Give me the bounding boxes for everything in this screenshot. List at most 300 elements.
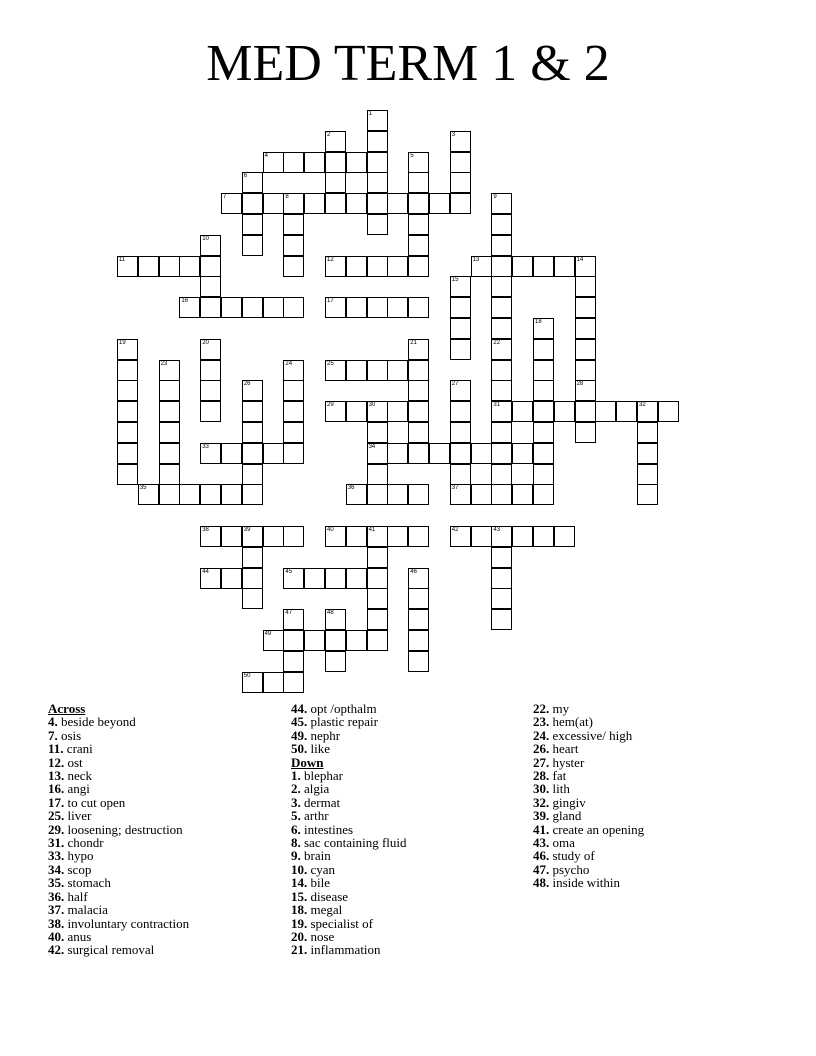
clue-number: 24 (285, 360, 293, 367)
grid-cell[interactable] (200, 484, 221, 505)
grid-cell[interactable] (367, 484, 388, 505)
grid-cell[interactable] (533, 339, 554, 360)
down-clue (533, 876, 773, 889)
grid-cell[interactable] (325, 193, 346, 214)
grid-cell[interactable] (429, 443, 450, 464)
grid-cell[interactable] (367, 422, 388, 443)
clue-text: intestines (300, 821, 354, 837)
grid-cell[interactable] (450, 131, 471, 152)
grid-cell[interactable] (554, 526, 575, 547)
grid-cell[interactable] (408, 360, 429, 381)
clue-text: hem(at) (549, 714, 593, 730)
grid-cell[interactable] (575, 360, 596, 381)
grid-cell[interactable] (283, 672, 304, 693)
clue-number: 18 (535, 319, 542, 325)
clue-number-label: 13. (48, 768, 65, 784)
grid-cell[interactable] (637, 401, 658, 422)
grid-cell[interactable] (367, 568, 388, 589)
grid-cell[interactable] (367, 131, 388, 152)
grid-cell[interactable] (512, 401, 533, 422)
grid-cell[interactable] (408, 256, 429, 277)
clue-text: gingiv (549, 794, 586, 810)
grid-cell[interactable] (283, 651, 304, 672)
grid-cell[interactable] (450, 443, 471, 464)
grid-cell[interactable] (263, 297, 284, 318)
clue-number: 32 (639, 402, 646, 409)
grid-cell[interactable] (221, 193, 242, 214)
grid-cell[interactable] (450, 526, 471, 547)
grid-cell[interactable] (533, 256, 554, 277)
grid-cell[interactable] (491, 360, 512, 381)
grid-cell[interactable] (533, 526, 554, 547)
grid-cell[interactable] (242, 297, 263, 318)
grid-cell[interactable] (387, 193, 408, 214)
clue-text: stomach (64, 875, 111, 891)
clue-text: angi (64, 781, 90, 797)
grid-cell[interactable] (242, 422, 263, 443)
grid-cell[interactable] (179, 297, 200, 318)
down-clue (533, 796, 773, 809)
clue-number-label: 35. (48, 875, 65, 891)
across-clue (291, 729, 531, 742)
grid-cell[interactable] (367, 464, 388, 485)
grid-cell[interactable] (325, 297, 346, 318)
grid-cell[interactable] (450, 152, 471, 173)
clue-number-label: 46. (533, 848, 550, 864)
grid-cell[interactable] (200, 235, 221, 256)
grid-cell[interactable] (263, 152, 284, 173)
grid-cell[interactable] (575, 339, 596, 360)
grid-cell[interactable] (242, 172, 263, 193)
grid-cell[interactable] (637, 422, 658, 443)
grid-cell[interactable] (159, 484, 180, 505)
grid-cell[interactable] (471, 443, 492, 464)
grid-cell[interactable] (242, 568, 263, 589)
clue-text: oma (549, 835, 575, 851)
grid-cell[interactable] (283, 193, 304, 214)
grid-cell[interactable] (117, 380, 138, 401)
grid-cell[interactable] (325, 526, 346, 547)
grid-cell[interactable] (346, 401, 367, 422)
grid-cell[interactable] (200, 443, 221, 464)
grid-cell[interactable] (304, 568, 325, 589)
grid-cell[interactable] (450, 422, 471, 443)
grid-cell[interactable] (367, 588, 388, 609)
clue-text: opt /opthalm (307, 702, 377, 716)
grid-cell[interactable] (283, 152, 304, 173)
grid-cell[interactable] (491, 443, 512, 464)
clue-text: like (307, 741, 330, 757)
grid-cell[interactable] (367, 630, 388, 651)
grid-cell[interactable] (512, 484, 533, 505)
clue-number: 2 (327, 131, 331, 138)
grid-cell[interactable] (491, 380, 512, 401)
grid-cell[interactable] (491, 484, 512, 505)
grid-cell[interactable] (367, 152, 388, 173)
across-clue (48, 769, 288, 782)
grid-cell[interactable] (283, 401, 304, 422)
grid-cell[interactable] (637, 443, 658, 464)
grid-cell[interactable] (450, 339, 471, 360)
grid-cell[interactable] (221, 484, 242, 505)
clue-text: specialist of (307, 915, 373, 931)
grid-cell[interactable] (242, 526, 263, 547)
grid-cell[interactable] (304, 152, 325, 173)
clue-number-label: 22. (533, 702, 550, 716)
grid-cell[interactable] (533, 318, 554, 339)
grid-cell[interactable] (387, 526, 408, 547)
clue-text: hyster (549, 754, 585, 770)
grid-cell[interactable] (304, 630, 325, 651)
grid-cell[interactable] (533, 443, 554, 464)
grid-cell[interactable] (283, 422, 304, 443)
grid-cell[interactable] (491, 214, 512, 235)
clue-text: heart (549, 741, 579, 757)
grid-cell[interactable] (117, 443, 138, 464)
grid-cell[interactable] (491, 318, 512, 339)
grid-cell[interactable] (450, 380, 471, 401)
grid-cell[interactable] (408, 380, 429, 401)
grid-cell[interactable] (491, 256, 512, 277)
grid-cell[interactable] (512, 443, 533, 464)
grid-cell[interactable] (367, 297, 388, 318)
grid-cell[interactable] (575, 276, 596, 297)
grid-cell[interactable] (491, 339, 512, 360)
grid-cell[interactable] (138, 256, 159, 277)
grid-cell[interactable] (595, 401, 616, 422)
grid-cell[interactable] (471, 484, 492, 505)
grid-cell[interactable] (533, 380, 554, 401)
clue-number: 27 (451, 381, 459, 388)
grid-cell[interactable] (242, 235, 263, 256)
grid-cell[interactable] (283, 297, 304, 318)
grid-cell[interactable] (491, 422, 512, 443)
grid-cell[interactable] (283, 235, 304, 256)
clue-text: anus (64, 928, 92, 944)
clue-text: crani (63, 741, 93, 757)
grid-cell[interactable] (429, 193, 450, 214)
grid-cell[interactable] (408, 609, 429, 630)
grid-cell[interactable] (159, 360, 180, 381)
grid-cell[interactable] (242, 443, 263, 464)
grid-cell[interactable] (491, 464, 512, 485)
grid-cell[interactable] (450, 464, 471, 485)
grid-cell[interactable] (304, 193, 325, 214)
down-clue (291, 796, 531, 809)
grid-cell[interactable] (450, 401, 471, 422)
clue-text: disease (307, 888, 349, 904)
grid-cell[interactable] (450, 172, 471, 193)
clue-text: arthr (300, 808, 329, 824)
grid-cell[interactable] (159, 380, 180, 401)
down-clue (291, 903, 531, 916)
clue-number-label: 50. (291, 741, 308, 757)
grid-cell[interactable] (263, 672, 284, 693)
clue-number-label: 26. (533, 741, 550, 757)
grid-cell[interactable] (200, 339, 221, 360)
clue-text: gland (549, 808, 582, 824)
clue-number-label: 29. (48, 821, 65, 837)
grid-cell[interactable] (283, 526, 304, 547)
grid-cell[interactable] (450, 484, 471, 505)
grid-cell[interactable] (179, 484, 200, 505)
grid-cell[interactable] (263, 443, 284, 464)
down-clue (533, 715, 773, 728)
clue-text: dermat (300, 794, 341, 810)
grid-cell[interactable] (159, 464, 180, 485)
clue-number-label: 37. (48, 902, 65, 918)
clue-number: 3 (451, 131, 456, 138)
grid-cell[interactable] (387, 256, 408, 277)
grid-cell[interactable] (346, 297, 367, 318)
clue-text: involuntary contraction (64, 915, 190, 931)
grid-cell[interactable] (491, 568, 512, 589)
grid-cell[interactable] (242, 401, 263, 422)
grid-cell[interactable] (325, 131, 346, 152)
grid-cell[interactable] (159, 401, 180, 422)
clue-number: 39 (243, 527, 251, 533)
grid-cell[interactable] (491, 235, 512, 256)
grid-cell[interactable] (408, 339, 429, 360)
grid-cell[interactable] (346, 360, 367, 381)
grid-cell[interactable] (658, 401, 679, 422)
grid-cell[interactable] (221, 568, 242, 589)
grid-cell[interactable] (325, 401, 346, 422)
grid-cell[interactable] (367, 110, 388, 131)
grid-cell[interactable] (408, 422, 429, 443)
grid-cell[interactable] (367, 193, 388, 214)
grid-cell[interactable] (408, 484, 429, 505)
grid-cell[interactable] (346, 484, 367, 505)
grid-cell[interactable] (325, 651, 346, 672)
clue-number: 4 (264, 152, 268, 159)
grid-cell[interactable] (450, 193, 471, 214)
grid-cell[interactable] (117, 256, 138, 277)
grid-cell[interactable] (533, 422, 554, 443)
clue-number: 1 (368, 111, 372, 117)
grid-cell[interactable] (242, 547, 263, 568)
grid-cell[interactable] (408, 443, 429, 464)
grid-cell[interactable] (200, 526, 221, 547)
clue-number-label: 49. (291, 727, 308, 743)
grid-cell[interactable] (263, 193, 284, 214)
grid-cell[interactable] (159, 256, 180, 277)
grid-cell[interactable] (554, 256, 575, 277)
grid-cell[interactable] (367, 256, 388, 277)
grid-cell[interactable] (263, 526, 284, 547)
clue-text: neck (64, 768, 93, 784)
grid-cell[interactable] (533, 484, 554, 505)
grid-cell[interactable] (491, 526, 512, 547)
clue-text: my (549, 702, 570, 716)
grid-cell[interactable] (242, 214, 263, 235)
grid-cell[interactable] (346, 630, 367, 651)
grid-cell[interactable] (242, 193, 263, 214)
grid-cell[interactable] (242, 380, 263, 401)
grid-cell[interactable] (408, 193, 429, 214)
grid-cell[interactable] (533, 360, 554, 381)
clue-number-label: 21. (291, 942, 308, 958)
grid-cell[interactable] (637, 484, 658, 505)
grid-cell[interactable] (450, 276, 471, 297)
grid-cell[interactable] (387, 484, 408, 505)
grid-cell[interactable] (554, 401, 575, 422)
grid-cell[interactable] (221, 443, 242, 464)
across-clue (48, 742, 288, 755)
grid-cell[interactable] (200, 256, 221, 277)
down-clue (291, 863, 531, 876)
grid-cell[interactable] (575, 422, 596, 443)
clue-number: 9 (493, 194, 497, 201)
grid-cell[interactable] (408, 651, 429, 672)
clue-number: 10 (202, 235, 209, 242)
grid-cell[interactable] (491, 297, 512, 318)
grid-cell[interactable] (367, 172, 388, 193)
grid-cell[interactable] (408, 235, 429, 256)
grid-cell[interactable] (179, 256, 200, 277)
grid-cell[interactable] (283, 568, 304, 589)
grid-cell[interactable] (325, 630, 346, 651)
down-clue (291, 890, 531, 903)
grid-cell[interactable] (471, 256, 492, 277)
grid-cell[interactable] (283, 360, 304, 381)
down-clue (533, 849, 773, 862)
clue-number: 7 (223, 194, 227, 201)
grid-cell[interactable] (450, 318, 471, 339)
grid-cell[interactable] (117, 422, 138, 443)
grid-cell[interactable] (346, 256, 367, 277)
grid-cell[interactable] (242, 588, 263, 609)
clue-number-label: 10. (291, 861, 308, 877)
grid-cell[interactable] (346, 568, 367, 589)
clue-text: create an opening (549, 821, 645, 837)
grid-cell[interactable] (117, 360, 138, 381)
clue-number-label: 17. (48, 794, 65, 810)
grid-cell[interactable] (242, 672, 263, 693)
grid-cell[interactable] (159, 443, 180, 464)
clue-number-label: 30. (533, 781, 550, 797)
grid-cell[interactable] (637, 464, 658, 485)
clue-number: 22 (493, 339, 501, 346)
grid-cell[interactable] (491, 276, 512, 297)
clue-number-label: 23. (533, 714, 550, 730)
clue-text: beside beyond (57, 714, 136, 730)
grid-cell[interactable] (283, 630, 304, 651)
grid-cell[interactable] (283, 609, 304, 630)
clue-text: scop (64, 861, 92, 877)
grid-cell[interactable] (408, 172, 429, 193)
grid-cell[interactable] (616, 401, 637, 422)
grid-cell[interactable] (367, 547, 388, 568)
grid-cell[interactable] (575, 401, 596, 422)
grid-cell[interactable] (367, 214, 388, 235)
grid-cell[interactable] (575, 380, 596, 401)
grid-cell[interactable] (346, 526, 367, 547)
grid-cell[interactable] (263, 630, 284, 651)
grid-cell[interactable] (221, 526, 242, 547)
grid-cell[interactable] (408, 214, 429, 235)
grid-cell[interactable] (367, 609, 388, 630)
grid-cell[interactable] (159, 422, 180, 443)
grid-cell[interactable] (138, 484, 159, 505)
clue-text: inflammation (307, 942, 381, 958)
grid-cell[interactable] (408, 401, 429, 422)
grid-cell[interactable] (221, 297, 242, 318)
grid-cell[interactable] (491, 401, 512, 422)
grid-cell[interactable] (346, 152, 367, 173)
grid-cell[interactable] (491, 588, 512, 609)
grid-cell[interactable] (450, 297, 471, 318)
grid-cell[interactable] (367, 401, 388, 422)
grid-cell[interactable] (200, 568, 221, 589)
grid-cell[interactable] (200, 401, 221, 422)
grid-cell[interactable] (408, 526, 429, 547)
clue-number-label: 47. (533, 861, 550, 877)
grid-cell[interactable] (367, 526, 388, 547)
grid-cell[interactable] (471, 526, 492, 547)
grid-cell[interactable] (283, 256, 304, 277)
grid-cell[interactable] (408, 152, 429, 173)
grid-cell[interactable] (387, 401, 408, 422)
grid-cell[interactable] (200, 380, 221, 401)
grid-cell[interactable] (408, 588, 429, 609)
grid-cell[interactable] (408, 297, 429, 318)
grid-cell[interactable] (491, 547, 512, 568)
grid-cell[interactable] (575, 318, 596, 339)
grid-cell[interactable] (200, 297, 221, 318)
grid-cell[interactable] (325, 609, 346, 630)
grid-cell[interactable] (325, 568, 346, 589)
grid-cell[interactable] (512, 256, 533, 277)
grid-cell[interactable] (242, 484, 263, 505)
grid-cell[interactable] (242, 464, 263, 485)
grid-cell[interactable] (117, 401, 138, 422)
grid-cell[interactable] (325, 256, 346, 277)
grid-cell[interactable] (200, 276, 221, 297)
grid-cell[interactable] (408, 568, 429, 589)
clue-number-label: 11. (48, 741, 64, 757)
grid-cell[interactable] (575, 256, 596, 277)
grid-cell[interactable] (533, 464, 554, 485)
grid-cell[interactable] (491, 609, 512, 630)
grid-cell[interactable] (533, 401, 554, 422)
grid-cell[interactable] (387, 360, 408, 381)
grid-cell[interactable] (283, 214, 304, 235)
clue-number: 45 (285, 568, 293, 575)
grid-cell[interactable] (325, 152, 346, 173)
clue-text: half (64, 888, 88, 904)
grid-cell[interactable] (491, 193, 512, 214)
grid-cell[interactable] (575, 297, 596, 318)
clue-number-label: 18. (291, 902, 308, 918)
grid-cell[interactable] (283, 443, 304, 464)
grid-cell[interactable] (325, 360, 346, 381)
grid-cell[interactable] (408, 630, 429, 651)
grid-cell[interactable] (117, 339, 138, 360)
grid-cell[interactable] (387, 443, 408, 464)
grid-cell[interactable] (387, 297, 408, 318)
grid-cell[interactable] (325, 172, 346, 193)
grid-cell[interactable] (367, 360, 388, 381)
grid-cell[interactable] (346, 193, 367, 214)
grid-cell[interactable] (512, 526, 533, 547)
grid-cell[interactable] (117, 464, 138, 485)
grid-cell[interactable] (200, 360, 221, 381)
grid-cell[interactable] (283, 380, 304, 401)
grid-cell[interactable] (367, 443, 388, 464)
clue-text: excessive/ high (549, 727, 633, 743)
clue-number-label: 38. (48, 915, 65, 931)
